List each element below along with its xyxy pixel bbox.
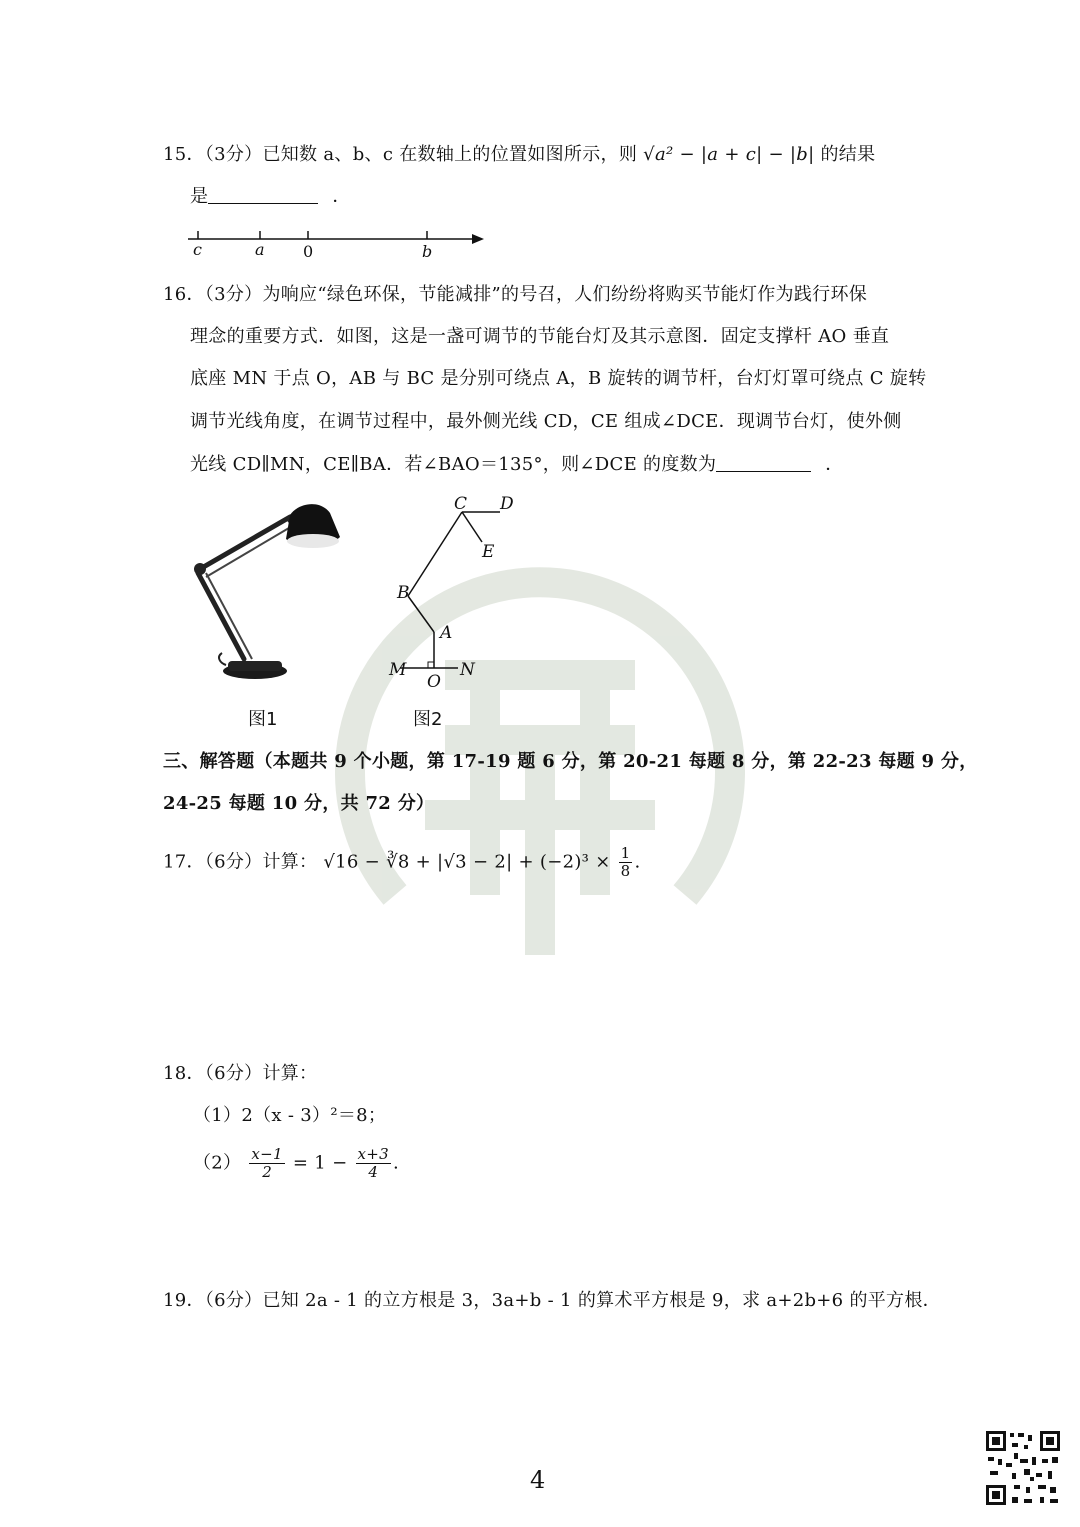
numberline-label-a: a (255, 240, 265, 259)
fig2-label-D: D (500, 494, 514, 514)
fig2-label-B: B (397, 583, 410, 603)
figure2-caption: 图2 (413, 709, 443, 730)
section3-header-line2: 24-25 每题 10 分，共 72 分） (163, 793, 435, 814)
q17-expression: √16 − ∛8 + |√3 − 2| + (−2)³ × (323, 851, 611, 873)
answer-blank (208, 185, 318, 204)
q18-part2: （2） $\frac{x-1}{2}$ = 1 − $\frac{x+3}{4}$ . (193, 1145, 400, 1181)
fig2-label-O: O (427, 672, 441, 692)
figure1-caption: 图1 (248, 709, 278, 730)
page-number: 4 (530, 1466, 546, 1494)
numberline-label-b: b (422, 242, 433, 261)
q15-expression: √a² − |a + c| − |b| (643, 144, 815, 165)
q18-title: 18．（6分）计算： (163, 1063, 318, 1084)
section3-header-line1: 三、解答题（本题共 9 个小题，第 17-19 题 6 分，第 20-21 每题 8 分，第 22-23 每题 9 分， (163, 751, 978, 772)
q16-line4: 调节光线角度，在调节过程中，最外侧光线 CD，CE 组成∠DCE．现调节台灯，使外侧 (190, 411, 902, 432)
numberline-label-c: c (193, 240, 202, 259)
answer-blank (716, 453, 811, 472)
q18-fraction1: $\frac{x-1}{2}$ (251, 1145, 283, 1181)
fig2-label-C: C (454, 494, 468, 514)
q16-line5: 光线 CD∥MN，CE∥BA．若∠BAO＝135°，则∠DCE 的度数为 ． (190, 454, 844, 475)
fig2-label-E: E (482, 542, 495, 562)
q16-line2: 理念的重要方式．如图，这是一盏可调节的节能台灯及其示意图．固定支撑杆 AO 垂直 (190, 326, 890, 347)
q15-line1: 15．（3分）已知数 a、b、c 在数轴上的位置如图所示，则 √a² − |a + c| − |b| 的结果 (163, 144, 876, 165)
q17-fraction: $\frac{1}{8}$ (620, 844, 631, 880)
numberline-label-0: 0 (303, 242, 314, 261)
fig2-label-M: M (389, 660, 407, 680)
q18-fraction2: $\frac{x+3}{4}$ (357, 1145, 389, 1181)
q19: 19．（6分）已知 2a - 1 的立方根是 3，3a+b - 1 的算术平方根是 9，求 a+2b+6 的平方根． (163, 1290, 941, 1311)
q16-line1: 16．（3分）为响应“绿色环保，节能减排”的号召，人们纷纷将购买节能灯作为践行环保 (163, 284, 868, 305)
fig2-label-A: A (440, 623, 453, 643)
q16-line3: 底座 MN 于点 O，AB 与 BC 是分别可绕点 A，B 旋转的调节杆，台灯灯罩可绕点 C 旋转 (190, 368, 927, 389)
q17: 17．（6分）计算： √16 − ∛8 + |√3 − 2| + (−2)³ × $\frac{1}{8}$ . (163, 844, 641, 880)
number-line (180, 225, 490, 265)
fig2-label-N: N (460, 660, 475, 680)
q18-part1: （1）2（x - 3）²＝8； (193, 1105, 387, 1126)
qr-code (984, 1429, 1062, 1507)
desk-lamp-illustration (180, 495, 350, 695)
q15-line2: 是 ． (190, 186, 351, 207)
